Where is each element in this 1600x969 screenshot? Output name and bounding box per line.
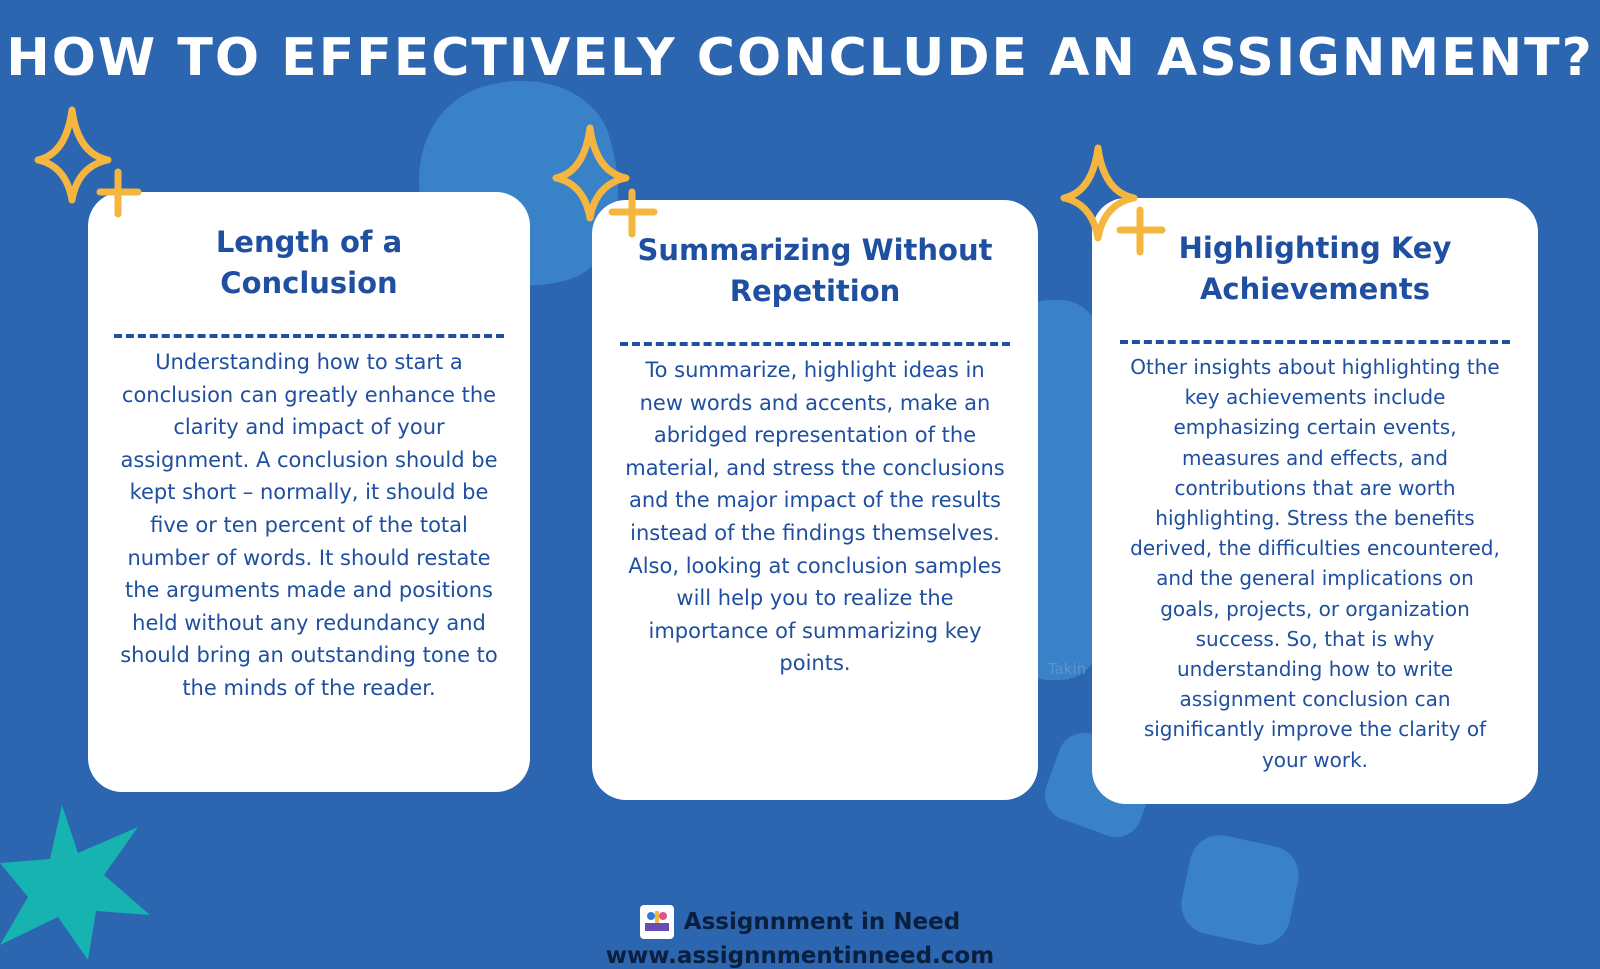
brand-name: Assignnment in Need — [683, 909, 961, 935]
card-body: Other insights about highlighting the key achievements include emphasizing certain events, measures and effects, and contributions that are worth highlighting. Stress the benefits derived, the difficulties encountered, and the general implications on goals, projects, or organization success. So, that is why understanding how to write assignment conclusion can significantly improve the clarity of your work. — [1130, 355, 1500, 772]
card-title: Length of a Conclusion — [215, 225, 403, 300]
logo-icon — [640, 905, 674, 939]
card-body: To summarize, highlight ideas in new words and accents, make an abridged representation of the material, and stress the conclusions and the major impact of the results instead of the findings themselves. Also, looking at conclusion samples will help you to realize the importance of summarizing key points. — [625, 358, 1005, 676]
footer-url[interactable]: www.assignnmentinneed.com — [605, 943, 995, 969]
sparkle-icon — [1060, 140, 1170, 260]
card-title: Highlighting Key Achievements — [1178, 231, 1452, 306]
card-title: Summarizing Without Repetition — [637, 233, 993, 308]
card-length-of-conclusion — [88, 192, 530, 792]
dashed-divider — [1120, 340, 1510, 344]
sparkle-icon — [552, 120, 662, 240]
footer — [0, 905, 1600, 969]
sparkle-icon — [34, 102, 144, 222]
page-title: HOW TO EFFECTIVELY CONCLUDE AN ASSIGNMENT? — [6, 28, 1594, 88]
card-summarizing — [592, 200, 1038, 800]
dashed-divider — [114, 334, 504, 338]
card-body: Understanding how to start a conclusion can greatly enhance the clarity and impact of your assignment. A conclusion should be kept short – normally, it should be five or ten percent of the total number of words. It should restate the arguments made and positions held without any redundancy and should bring an outstanding tone to the minds of the reader. — [120, 350, 498, 700]
card-highlighting — [1092, 198, 1538, 804]
stray-text: Takin — [1048, 660, 1087, 678]
dashed-divider — [620, 342, 1010, 346]
